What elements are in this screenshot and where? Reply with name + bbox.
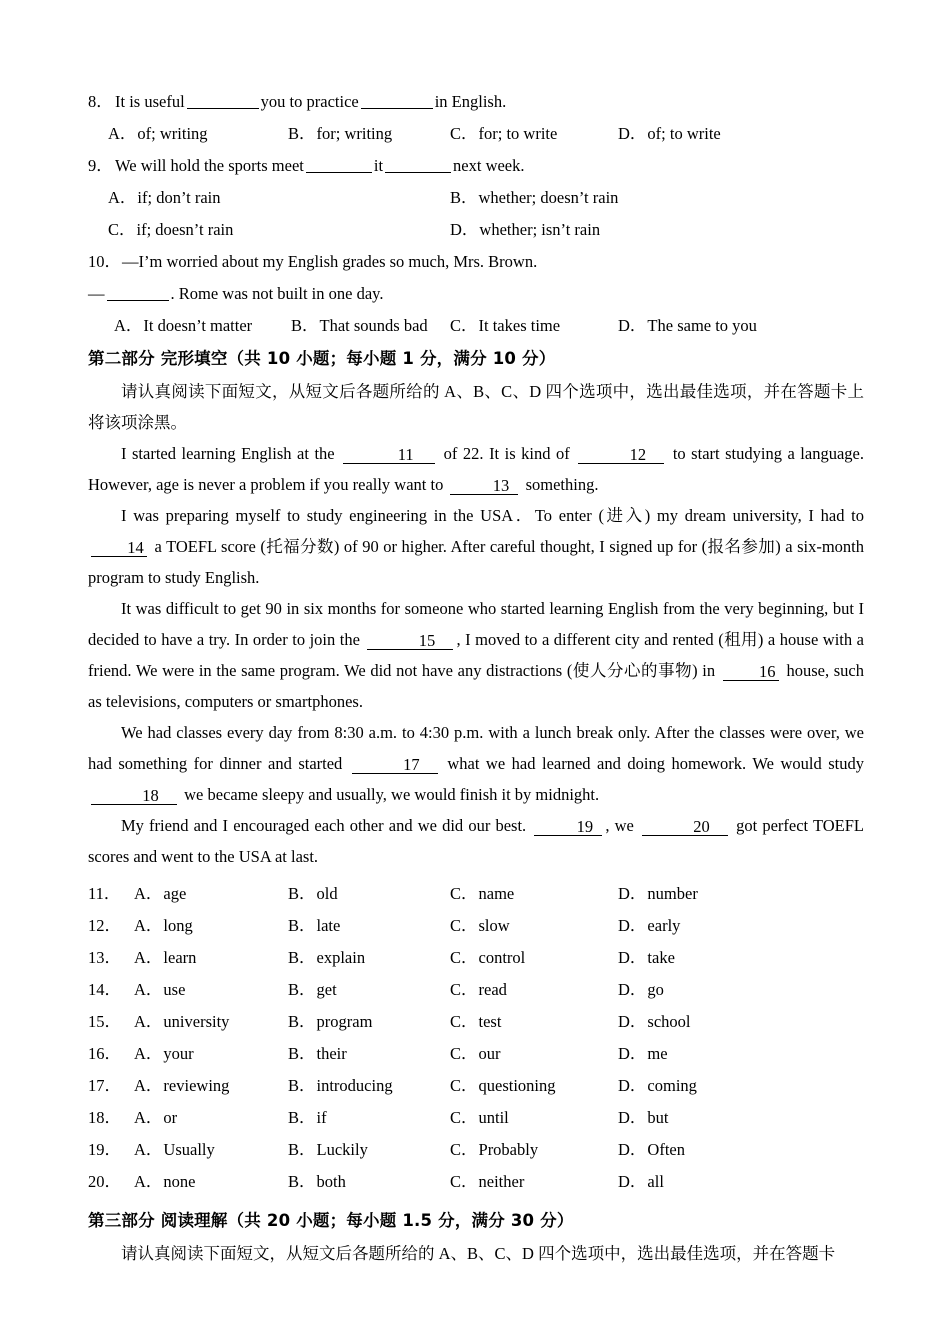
option-label: C． (450, 316, 478, 335)
option-label: C． (450, 124, 478, 143)
question-9-options-row-1 (88, 182, 864, 214)
option-text: That sounds bad (319, 316, 428, 335)
option-label: C． (450, 1044, 478, 1063)
cloze-option-a[interactable] (134, 878, 186, 910)
passage-text: a TOEFL score (托福分数) of 90 or higher. After careful thought, I signed up for (报名参加) a six-month program to study English. (88, 537, 864, 587)
option-text: if; doesn’t rain (136, 220, 234, 239)
cloze-option-row (88, 1166, 864, 1198)
option-text: both (316, 1172, 346, 1191)
cloze-option-c[interactable] (450, 942, 525, 974)
cloze-option-c[interactable] (450, 1038, 501, 1070)
cloze-paragraph (88, 810, 864, 872)
cloze-blank-12: 12 (578, 447, 664, 464)
question-8-option-c[interactable] (450, 118, 557, 150)
cloze-blank-19: 19 (534, 819, 602, 836)
option-text: if (316, 1108, 327, 1127)
option-text: It takes time (478, 316, 561, 335)
cloze-option-row (88, 1134, 864, 1166)
option-label: C． (450, 884, 478, 903)
option-text: take (647, 948, 675, 967)
cloze-option-b[interactable] (288, 878, 338, 910)
part-three-heading: 第三部分 阅读理解（共 20 小题；每小题 1.5 分，满分 30 分） (88, 1211, 574, 1230)
cloze-option-number: 13． (88, 948, 121, 967)
option-label: D． (618, 884, 647, 903)
option-text: use (163, 980, 186, 999)
option-text: old (316, 884, 338, 903)
option-label: A． (134, 1140, 163, 1159)
option-label: A． (134, 1108, 163, 1127)
question-9-blank-1 (306, 158, 372, 173)
question-8-text-part-2: you to practice (260, 92, 359, 111)
cloze-option-a[interactable] (134, 1166, 196, 1198)
option-text: school (647, 1012, 691, 1031)
option-label: D． (618, 980, 647, 999)
option-label: A． (134, 884, 163, 903)
option-text: for; to write (478, 124, 558, 143)
option-text: Often (647, 1140, 685, 1159)
option-label: A． (114, 316, 143, 335)
option-text: The same to you (647, 316, 757, 335)
question-9-option-d[interactable] (450, 214, 600, 246)
option-label: D． (618, 1108, 647, 1127)
option-label: A． (134, 980, 163, 999)
option-text: learn (163, 948, 197, 967)
cloze-option-d[interactable] (618, 878, 698, 910)
option-label: B． (288, 1012, 316, 1031)
option-text: of; to write (647, 124, 721, 143)
option-text: read (478, 980, 507, 999)
question-9-option-b[interactable] (450, 182, 618, 214)
option-text: It doesn’t matter (143, 316, 253, 335)
question-9-text-part-3: next week. (453, 156, 525, 175)
cloze-option-b[interactable] (288, 1102, 327, 1134)
question-9-text-part-2: it (373, 156, 384, 175)
cloze-option-b[interactable] (288, 1134, 368, 1166)
cloze-paragraph (88, 717, 864, 810)
question-9-option-a[interactable] (108, 182, 221, 214)
option-text: slow (478, 916, 510, 935)
cloze-blank-17: 17 (352, 757, 438, 774)
option-text: me (647, 1044, 668, 1063)
passage-text: We had classes every day from 8:30 a.m. to 4:30 p.m. with a lunch break only. After the classes were over, we had something for dinner and started (88, 723, 864, 773)
option-label: A． (134, 1044, 163, 1063)
cloze-option-c[interactable] (450, 1166, 524, 1198)
cloze-option-b[interactable] (288, 942, 365, 974)
cloze-option-number: 19． (88, 1140, 121, 1159)
cloze-option-row (88, 974, 864, 1006)
option-label: D． (618, 916, 647, 935)
cloze-option-row (88, 1038, 864, 1070)
question-9-blank-2 (385, 158, 451, 173)
cloze-blank-15: 15 (367, 633, 453, 650)
question-10-dash: — (88, 284, 105, 303)
cloze-option-b[interactable] (288, 1070, 393, 1102)
option-label: C． (450, 1076, 478, 1095)
cloze-option-b[interactable] (288, 1038, 347, 1070)
cloze-option-number: 15． (88, 1012, 121, 1031)
option-text: late (316, 916, 341, 935)
option-text: of; writing (137, 124, 208, 143)
cloze-option-number: 20． (88, 1172, 121, 1191)
option-label: D． (618, 1012, 647, 1031)
cloze-option-c[interactable] (450, 1134, 538, 1166)
cloze-option-b[interactable] (288, 910, 340, 942)
cloze-option-a[interactable] (134, 942, 196, 974)
cloze-option-d[interactable] (618, 910, 680, 942)
question-10-blank (107, 286, 169, 301)
cloze-option-number: 17． (88, 1076, 121, 1095)
option-label: A． (134, 1012, 163, 1031)
option-text: if; don’t rain (137, 188, 221, 207)
option-label: B． (288, 1140, 316, 1159)
option-text: questioning (478, 1076, 556, 1095)
cloze-option-c[interactable] (450, 1102, 509, 1134)
cloze-option-number: 12． (88, 916, 121, 935)
option-text: get (316, 980, 337, 999)
cloze-option-d[interactable] (618, 1038, 668, 1070)
question-8-option-b[interactable] (288, 118, 392, 150)
question-10-option-c[interactable] (450, 310, 560, 342)
cloze-option-row (88, 878, 864, 910)
option-text: our (478, 1044, 501, 1063)
page-content (88, 86, 864, 1269)
passage-text: got perfect TOEFL scores and went to the USA at last. (88, 816, 864, 866)
question-8-number: 8． (88, 92, 113, 111)
option-text: program (316, 1012, 373, 1031)
option-label: B． (291, 316, 319, 335)
question-10-text-line-2: . Rome was not built in one day. (170, 284, 384, 303)
option-label: A． (134, 948, 163, 967)
cloze-paragraph (88, 593, 864, 717)
option-label: A． (108, 124, 137, 143)
option-text: or (163, 1108, 178, 1127)
option-label: C． (450, 1108, 478, 1127)
passage-text: we became sleepy and usually, we would finish it by midnight. (180, 785, 600, 804)
passage-text: what we had learned and doing homework. We would study (440, 754, 864, 773)
cloze-option-c[interactable] (450, 1006, 501, 1038)
option-label: D． (618, 316, 647, 335)
option-label: A． (134, 1172, 163, 1191)
option-label: D． (618, 948, 647, 967)
option-text: early (647, 916, 681, 935)
cloze-option-c[interactable] (450, 974, 507, 1006)
cloze-option-number: 14． (88, 980, 121, 999)
passage-text: to start studying a language. However, age is never a problem if you really want to (88, 444, 864, 494)
passage-text: , I moved to a different city and rented (租用) a house with a friend. We were in the same program. We did not have any distractions (使人分心的事物) in (88, 630, 864, 680)
question-10-stem-line-1 (88, 246, 864, 278)
part-two-instruction: 请认真阅读下面短文，从短文后各题所给的 A、B、C、D 四个选项中，选出最佳选项，并在答题卡上将该项涂黑。 (88, 382, 864, 432)
option-label: A． (134, 916, 163, 935)
cloze-option-a[interactable] (134, 1006, 229, 1038)
question-8-blank-2 (361, 94, 433, 109)
cloze-option-row (88, 1102, 864, 1134)
cloze-option-d[interactable] (618, 1134, 685, 1166)
option-text: Probably (478, 1140, 539, 1159)
option-label: C． (450, 916, 478, 935)
question-9-text-part-1: We will hold the sports meet (115, 156, 304, 175)
option-label: D． (618, 1076, 647, 1095)
option-text: control (478, 948, 526, 967)
question-8-stem (88, 86, 864, 118)
option-label: C． (450, 980, 478, 999)
cloze-option-a[interactable] (134, 1038, 194, 1070)
option-label: B． (288, 1172, 316, 1191)
option-label: D． (618, 1140, 647, 1159)
option-text: neither (478, 1172, 525, 1191)
option-text: whether; doesn’t rain (478, 188, 619, 207)
question-10-text-line-1: —I’m worried about my English grades so much, Mrs. Brown. (122, 252, 538, 271)
option-text: introducing (316, 1076, 393, 1095)
cloze-option-d[interactable] (618, 1006, 691, 1038)
question-9-option-c[interactable] (108, 214, 233, 246)
option-text: until (478, 1108, 509, 1127)
passage-text: , we (605, 816, 639, 835)
cloze-option-d[interactable] (618, 942, 675, 974)
option-label: B． (288, 1076, 316, 1095)
cloze-passage (88, 438, 864, 872)
option-label: C． (450, 1172, 478, 1191)
question-8-option-a[interactable] (108, 118, 208, 150)
cloze-option-row (88, 910, 864, 942)
cloze-option-a[interactable] (134, 1070, 229, 1102)
cloze-option-row (88, 1070, 864, 1102)
option-label: B． (288, 1108, 316, 1127)
option-label: B． (288, 124, 316, 143)
cloze-option-a[interactable] (134, 974, 185, 1006)
cloze-paragraph (88, 500, 864, 593)
question-10-option-d[interactable] (618, 310, 757, 342)
option-label: B． (288, 916, 316, 935)
cloze-option-number: 11． (88, 884, 121, 903)
option-text: go (647, 980, 664, 999)
passage-text: of 22. It is kind of (438, 444, 576, 463)
option-text: your (163, 1044, 194, 1063)
cloze-paragraph (88, 438, 864, 500)
cloze-option-number: 16． (88, 1044, 121, 1063)
option-label: C． (450, 1012, 478, 1031)
cloze-option-list (88, 878, 864, 1198)
cloze-option-d[interactable] (618, 1166, 664, 1198)
question-9-number: 9． (88, 156, 113, 175)
cloze-option-d[interactable] (618, 1102, 669, 1134)
cloze-option-b[interactable] (288, 1166, 346, 1198)
option-label: C． (450, 1140, 478, 1159)
option-text: but (647, 1108, 669, 1127)
question-9-options-row-2 (88, 214, 864, 246)
option-label: B． (450, 188, 478, 207)
option-label: B． (288, 948, 316, 967)
option-label: B． (288, 884, 316, 903)
option-text: their (316, 1044, 347, 1063)
cloze-blank-18: 18 (91, 788, 177, 805)
question-8-option-d[interactable] (618, 118, 721, 150)
option-text: age (163, 884, 187, 903)
question-8-text-part-1: It is useful (115, 92, 185, 111)
passage-text: I was preparing myself to study engineering in the USA．To enter (进入) my dream university, I had to (121, 506, 864, 525)
option-text: university (163, 1012, 230, 1031)
cloze-option-b[interactable] (288, 1006, 372, 1038)
question-9-stem (88, 150, 864, 182)
cloze-option-a[interactable] (134, 1102, 177, 1134)
option-label: C． (450, 948, 478, 967)
option-text: Usually (163, 1140, 215, 1159)
option-text: reviewing (163, 1076, 230, 1095)
option-text: for; writing (316, 124, 393, 143)
option-text: name (478, 884, 515, 903)
cloze-option-d[interactable] (618, 974, 664, 1006)
part-two-heading: 第二部分 完形填空（共 10 小题；每小题 1 分，满分 10 分） (88, 349, 556, 368)
passage-text: house, such as televisions, computers or smartphones. (88, 661, 864, 711)
question-8-blank-1 (187, 94, 259, 109)
option-label: B． (288, 1044, 316, 1063)
option-text: all (647, 1172, 664, 1191)
question-10-options (88, 310, 864, 342)
option-label: C． (108, 220, 136, 239)
option-text: number (647, 884, 698, 903)
question-8-options (88, 118, 864, 150)
cloze-option-b[interactable] (288, 974, 337, 1006)
cloze-option-row (88, 942, 864, 974)
cloze-option-a[interactable] (134, 1134, 215, 1166)
option-label: B． (288, 980, 316, 999)
cloze-blank-13: 13 (450, 478, 518, 495)
cloze-blank-11: 11 (343, 447, 435, 464)
question-10-option-a[interactable] (114, 310, 252, 342)
passage-text: My friend and I encouraged each other and we did our best. (121, 816, 532, 835)
option-label: A． (108, 188, 137, 207)
option-text: coming (647, 1076, 697, 1095)
option-label: A． (134, 1076, 163, 1095)
cloze-option-c[interactable] (450, 878, 514, 910)
passage-text: It was difficult to get 90 in six months for someone who started learning English from the very beginning, but I decided to have a try. In order to join the (88, 599, 864, 649)
cloze-option-c[interactable] (450, 1070, 556, 1102)
cloze-blank-14: 14 (91, 540, 147, 557)
option-text: Luckily (316, 1140, 368, 1159)
option-text: test (478, 1012, 502, 1031)
part-three-instruction: 请认真阅读下面短文，从短文后各题所给的 A、B、C、D 四个选项中，选出最佳选项，并在答题卡 (121, 1244, 836, 1263)
passage-text: I started learning English at the (121, 444, 341, 463)
cloze-option-d[interactable] (618, 1070, 697, 1102)
option-label: D． (450, 220, 479, 239)
cloze-blank-20: 20 (642, 819, 728, 836)
cloze-option-row (88, 1006, 864, 1038)
cloze-blank-16: 16 (723, 664, 779, 681)
question-10-option-b[interactable] (291, 310, 428, 342)
option-label: D． (618, 1172, 647, 1191)
question-10-number: 10． (88, 252, 121, 271)
option-label: D． (618, 1044, 647, 1063)
option-text: whether; isn’t rain (479, 220, 601, 239)
option-text: long (163, 916, 193, 935)
option-text: explain (316, 948, 366, 967)
cloze-option-number: 18． (88, 1108, 121, 1127)
cloze-option-c[interactable] (450, 910, 510, 942)
passage-text: something. (521, 475, 599, 494)
option-label: D． (618, 124, 647, 143)
option-text: none (163, 1172, 196, 1191)
question-10-stem-line-2 (88, 278, 864, 310)
question-8-text-part-3: in English. (434, 92, 507, 111)
cloze-option-a[interactable] (134, 910, 193, 942)
